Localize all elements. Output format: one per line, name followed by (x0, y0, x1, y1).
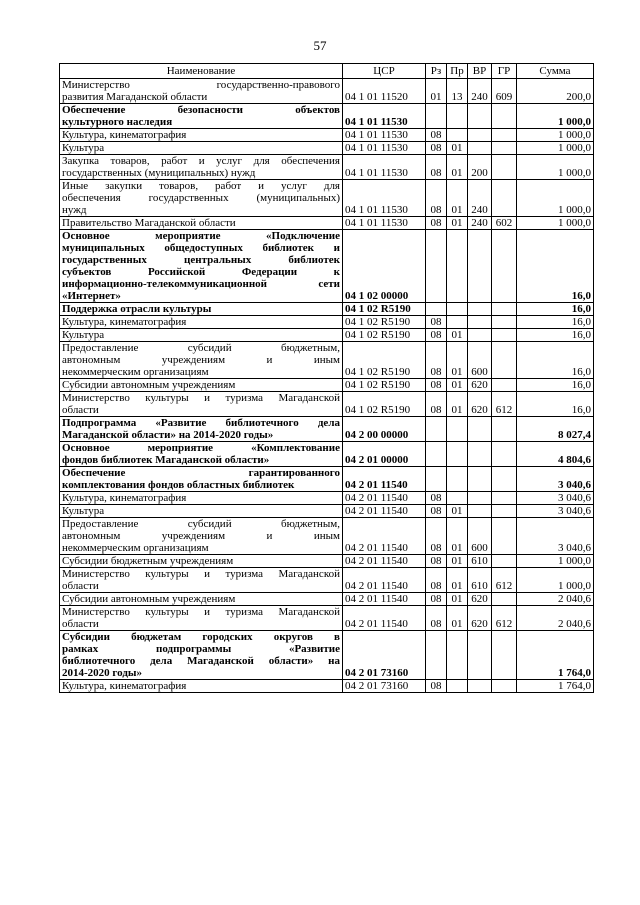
cell-rz (426, 442, 447, 467)
cell-sum: 3 040,6 (517, 467, 594, 492)
cell-name (60, 316, 343, 329)
cell-gr (492, 518, 517, 555)
cell-rz: 08 (426, 568, 447, 593)
cell-vr: 240 (468, 217, 492, 230)
cell-csr: 04 2 01 11540 (343, 505, 426, 518)
cell-gr (492, 555, 517, 568)
cell-name (60, 155, 343, 180)
cell-name-line: государственных (муниципальных) нужд (62, 167, 256, 179)
cell-name-line: Культура, кинематография (62, 680, 187, 692)
cell-sum: 1 000,0 (517, 180, 594, 217)
table-row (60, 568, 594, 593)
cell-rz (426, 104, 447, 129)
cell-pr: 13 (447, 79, 468, 104)
cell-gr (492, 329, 517, 342)
cell-name (60, 342, 343, 379)
header-sum: Сумма (517, 64, 594, 79)
cell-name-line: Правительство Магаданской области (62, 217, 236, 229)
cell-sum: 1 000,0 (517, 568, 594, 593)
cell-rz (426, 631, 447, 680)
cell-vr (468, 442, 492, 467)
cell-rz: 08 (426, 342, 447, 379)
cell-name-line: Министерство государственно-правового (62, 79, 340, 91)
cell-gr (492, 104, 517, 129)
cell-vr: 610 (468, 568, 492, 593)
cell-name-line: Субсидии бюджетным учреждениям (62, 555, 234, 567)
cell-name (60, 217, 343, 230)
cell-gr: 612 (492, 568, 517, 593)
cell-sum: 3 040,6 (517, 518, 594, 555)
cell-name-line: области (62, 618, 99, 630)
budget-table (59, 63, 594, 693)
cell-gr (492, 680, 517, 693)
cell-name-line: культурного наследия (62, 116, 173, 128)
cell-name (60, 104, 343, 129)
cell-vr: 610 (468, 555, 492, 568)
cell-gr (492, 379, 517, 392)
table-row (60, 316, 594, 329)
cell-pr: 01 (447, 329, 468, 342)
cell-name-line: Магаданской области» на 2014-2020 годы» (62, 429, 274, 441)
cell-pr (447, 680, 468, 693)
table-row (60, 680, 594, 693)
cell-rz: 08 (426, 180, 447, 217)
cell-name (60, 555, 343, 568)
cell-vr (468, 505, 492, 518)
cell-name-line: информационно-телекоммуникационной сети (62, 278, 340, 290)
cell-name-line: Министерство культуры и туризма Магаданской (62, 392, 340, 404)
cell-csr: 04 1 01 11530 (343, 129, 426, 142)
cell-gr (492, 303, 517, 316)
cell-csr: 04 1 01 11530 (343, 142, 426, 155)
cell-sum: 1 000,0 (517, 142, 594, 155)
cell-name (60, 492, 343, 505)
cell-name (60, 417, 343, 442)
table-row (60, 342, 594, 379)
cell-name-line: государственных центральных библиотек (62, 254, 340, 266)
cell-sum: 2 040,6 (517, 606, 594, 631)
cell-sum: 1 764,0 (517, 680, 594, 693)
cell-csr: 04 1 01 11520 (343, 79, 426, 104)
cell-vr: 600 (468, 342, 492, 379)
cell-csr: 04 2 01 73160 (343, 680, 426, 693)
cell-pr (447, 492, 468, 505)
table-row (60, 631, 594, 680)
table-row (60, 104, 594, 129)
cell-pr: 01 (447, 392, 468, 417)
cell-name-line: автономным учреждениям и иным (62, 354, 340, 366)
cell-name (60, 392, 343, 417)
cell-gr (492, 492, 517, 505)
cell-csr: 04 1 01 11530 (343, 180, 426, 217)
cell-name (60, 505, 343, 518)
cell-sum: 2 040,6 (517, 593, 594, 606)
cell-name-line: муниципальных общедоступных библиотек и (62, 242, 340, 254)
cell-csr: 04 2 01 11540 (343, 568, 426, 593)
cell-name-line: рамках подпрограммы «Развитие (62, 643, 340, 655)
cell-name-line: Основное мероприятие «Комплектование (62, 442, 340, 454)
cell-name-line: нужд (62, 204, 87, 216)
cell-sum: 16,0 (517, 379, 594, 392)
cell-csr: 04 2 01 73160 (343, 631, 426, 680)
cell-name-line: некоммерческим организациям (62, 366, 209, 378)
table-row (60, 329, 594, 342)
cell-name (60, 680, 343, 693)
cell-gr (492, 342, 517, 379)
cell-name-line: 2014-2020 годы» (62, 667, 142, 679)
cell-rz: 08 (426, 316, 447, 329)
cell-csr: 04 2 01 11540 (343, 518, 426, 555)
table-row (60, 518, 594, 555)
cell-sum: 1 000,0 (517, 555, 594, 568)
cell-vr: 240 (468, 79, 492, 104)
cell-name-line: Поддержка отрасли культуры (62, 303, 212, 315)
cell-name (60, 142, 343, 155)
cell-rz (426, 417, 447, 442)
cell-sum: 4 804,6 (517, 442, 594, 467)
cell-csr: 04 2 01 11540 (343, 492, 426, 505)
cell-vr: 620 (468, 593, 492, 606)
cell-sum: 16,0 (517, 230, 594, 303)
cell-pr: 01 (447, 180, 468, 217)
cell-sum: 8 027,4 (517, 417, 594, 442)
cell-rz: 08 (426, 555, 447, 568)
cell-rz (426, 303, 447, 316)
cell-pr (447, 417, 468, 442)
table-row (60, 606, 594, 631)
cell-name-line: фондов библиотек Магаданской области» (62, 454, 270, 466)
cell-pr: 01 (447, 155, 468, 180)
cell-name (60, 467, 343, 492)
cell-name-line: Культура, кинематография (62, 129, 187, 141)
cell-rz: 08 (426, 593, 447, 606)
cell-name (60, 518, 343, 555)
cell-pr: 01 (447, 555, 468, 568)
table-row (60, 392, 594, 417)
cell-rz: 08 (426, 142, 447, 155)
cell-name (60, 180, 343, 217)
cell-sum: 1 000,0 (517, 217, 594, 230)
cell-csr: 04 2 01 11540 (343, 555, 426, 568)
cell-pr: 01 (447, 606, 468, 631)
table-row (60, 442, 594, 467)
cell-gr (492, 316, 517, 329)
cell-sum: 16,0 (517, 342, 594, 379)
header-csr: ЦСР (343, 64, 426, 79)
cell-name-line: Министерство культуры и туризма Магаданской (62, 568, 340, 580)
cell-name-line: субъектов Российской Федерации к (62, 266, 340, 278)
cell-gr (492, 442, 517, 467)
cell-name (60, 303, 343, 316)
header-rz: Рз (426, 64, 447, 79)
cell-name-line: области (62, 580, 99, 592)
table-row (60, 492, 594, 505)
cell-name-line: обеспечения государственных (муниципальных) (62, 192, 340, 204)
cell-pr (447, 467, 468, 492)
cell-name-line: Закупка товаров, работ и услуг для обеспечения (62, 155, 340, 167)
cell-pr: 01 (447, 518, 468, 555)
table-row (60, 467, 594, 492)
cell-vr: 200 (468, 155, 492, 180)
cell-gr (492, 180, 517, 217)
cell-rz: 08 (426, 379, 447, 392)
table-row (60, 79, 594, 104)
cell-vr (468, 467, 492, 492)
cell-rz: 08 (426, 518, 447, 555)
cell-gr (492, 417, 517, 442)
table-row (60, 217, 594, 230)
cell-name-line: «Интернет» (62, 290, 121, 302)
cell-csr: 04 1 01 11530 (343, 217, 426, 230)
table-row (60, 142, 594, 155)
table-row (60, 180, 594, 217)
cell-gr: 602 (492, 217, 517, 230)
cell-name-line: Культура, кинематография (62, 316, 187, 328)
cell-name (60, 606, 343, 631)
cell-rz: 08 (426, 217, 447, 230)
cell-vr (468, 631, 492, 680)
table-row (60, 129, 594, 142)
cell-pr: 01 (447, 379, 468, 392)
cell-csr: 04 1 02 R5190 (343, 379, 426, 392)
page-number: 57 (313, 38, 327, 53)
cell-vr (468, 329, 492, 342)
cell-name-line: автономным учреждениям и иным (62, 530, 340, 542)
cell-name-line: Культура, кинематография (62, 492, 187, 504)
cell-name-line: Обеспечение безопасности объектов (62, 104, 340, 116)
cell-sum: 3 040,6 (517, 505, 594, 518)
cell-name-line: Культура (62, 329, 105, 341)
cell-vr (468, 417, 492, 442)
table-row (60, 505, 594, 518)
cell-name (60, 129, 343, 142)
header-pr: Пр (447, 64, 468, 79)
cell-sum: 16,0 (517, 392, 594, 417)
cell-sum: 16,0 (517, 329, 594, 342)
cell-name (60, 442, 343, 467)
cell-pr: 01 (447, 505, 468, 518)
cell-csr: 04 2 01 11540 (343, 467, 426, 492)
cell-csr: 04 1 02 R5190 (343, 342, 426, 379)
cell-name-line: комплектования фондов областных библиотек (62, 479, 295, 491)
cell-name-line: Обеспечение гарантированного (62, 467, 340, 479)
cell-gr: 612 (492, 392, 517, 417)
cell-sum: 200,0 (517, 79, 594, 104)
cell-pr (447, 104, 468, 129)
table-row (60, 379, 594, 392)
table-row (60, 417, 594, 442)
cell-gr (492, 129, 517, 142)
cell-csr: 04 1 02 00000 (343, 230, 426, 303)
table-header-row (60, 64, 594, 79)
cell-rz: 08 (426, 606, 447, 631)
cell-name (60, 593, 343, 606)
cell-csr: 04 2 00 00000 (343, 417, 426, 442)
cell-pr (447, 129, 468, 142)
table-row (60, 303, 594, 316)
cell-name-line: Подпрограмма «Развитие библиотечного дела (62, 417, 340, 429)
cell-csr: 04 1 02 R5190 (343, 316, 426, 329)
cell-rz: 08 (426, 392, 447, 417)
cell-name-line: Субсидии автономным учреждениям (62, 379, 236, 391)
cell-vr (468, 129, 492, 142)
cell-pr (447, 631, 468, 680)
cell-name-line: Субсидии автономным учреждениям (62, 593, 236, 605)
cell-name-line: области (62, 404, 99, 416)
table-row (60, 593, 594, 606)
cell-csr: 04 1 02 R5190 (343, 329, 426, 342)
cell-sum: 1 764,0 (517, 631, 594, 680)
cell-pr (447, 230, 468, 303)
cell-sum: 3 040,6 (517, 492, 594, 505)
cell-csr: 04 1 01 11530 (343, 155, 426, 180)
cell-name-line: Предоставление субсидий бюджетным, (62, 518, 340, 530)
cell-rz: 08 (426, 155, 447, 180)
cell-vr (468, 303, 492, 316)
cell-sum: 16,0 (517, 303, 594, 316)
table-row (60, 555, 594, 568)
cell-name-line: развития Магаданской области (62, 91, 208, 103)
cell-gr (492, 467, 517, 492)
cell-name-line: некоммерческим организациям (62, 542, 209, 554)
cell-vr: 240 (468, 180, 492, 217)
cell-name-line: Культура (62, 505, 105, 517)
cell-gr (492, 631, 517, 680)
cell-csr: 04 1 02 R5190 (343, 392, 426, 417)
cell-sum: 1 000,0 (517, 129, 594, 142)
cell-csr: 04 2 01 00000 (343, 442, 426, 467)
cell-pr: 01 (447, 142, 468, 155)
cell-pr (447, 316, 468, 329)
cell-rz: 08 (426, 505, 447, 518)
cell-name-line: библиотечного дела Магаданской области» на (62, 655, 340, 667)
cell-rz: 08 (426, 492, 447, 505)
cell-name-line: Субсидии бюджетам городских округов в (62, 631, 340, 643)
cell-rz (426, 467, 447, 492)
cell-pr: 01 (447, 593, 468, 606)
cell-csr: 04 1 01 11530 (343, 104, 426, 129)
cell-pr: 01 (447, 342, 468, 379)
table-row (60, 155, 594, 180)
cell-sum: 1 000,0 (517, 104, 594, 129)
header-vr: ВР (468, 64, 492, 79)
cell-name-line: Культура (62, 142, 105, 154)
cell-name (60, 230, 343, 303)
cell-csr: 04 1 02 R5190 (343, 303, 426, 316)
cell-gr: 609 (492, 79, 517, 104)
cell-name-line: Основное мероприятие «Подключение (62, 230, 340, 242)
cell-vr: 620 (468, 606, 492, 631)
cell-vr: 620 (468, 392, 492, 417)
cell-pr: 01 (447, 217, 468, 230)
cell-vr: 600 (468, 518, 492, 555)
cell-rz: 08 (426, 680, 447, 693)
cell-gr (492, 505, 517, 518)
cell-name-line: Иные закупки товаров, работ и услуг для (62, 180, 340, 192)
cell-vr: 620 (468, 379, 492, 392)
cell-rz: 01 (426, 79, 447, 104)
cell-vr (468, 142, 492, 155)
cell-name (60, 379, 343, 392)
cell-pr (447, 303, 468, 316)
cell-vr (468, 680, 492, 693)
cell-name-line: Предоставление субсидий бюджетным, (62, 342, 340, 354)
cell-gr: 612 (492, 606, 517, 631)
cell-vr (468, 104, 492, 129)
cell-csr: 04 2 01 11540 (343, 606, 426, 631)
cell-gr (492, 230, 517, 303)
cell-rz (426, 230, 447, 303)
header-gr: ГР (492, 64, 517, 79)
cell-rz: 08 (426, 129, 447, 142)
cell-vr (468, 492, 492, 505)
cell-name (60, 631, 343, 680)
cell-gr (492, 593, 517, 606)
cell-name (60, 568, 343, 593)
cell-name (60, 329, 343, 342)
table-row (60, 230, 594, 303)
cell-gr (492, 155, 517, 180)
cell-vr (468, 316, 492, 329)
cell-sum: 16,0 (517, 316, 594, 329)
cell-sum: 1 000,0 (517, 155, 594, 180)
cell-csr: 04 2 01 11540 (343, 593, 426, 606)
cell-vr (468, 230, 492, 303)
cell-pr: 01 (447, 568, 468, 593)
cell-name (60, 79, 343, 104)
cell-gr (492, 142, 517, 155)
cell-rz: 08 (426, 329, 447, 342)
cell-pr (447, 442, 468, 467)
header-name: Наименование (60, 64, 343, 79)
cell-name-line: Министерство культуры и туризма Магаданской (62, 606, 340, 618)
